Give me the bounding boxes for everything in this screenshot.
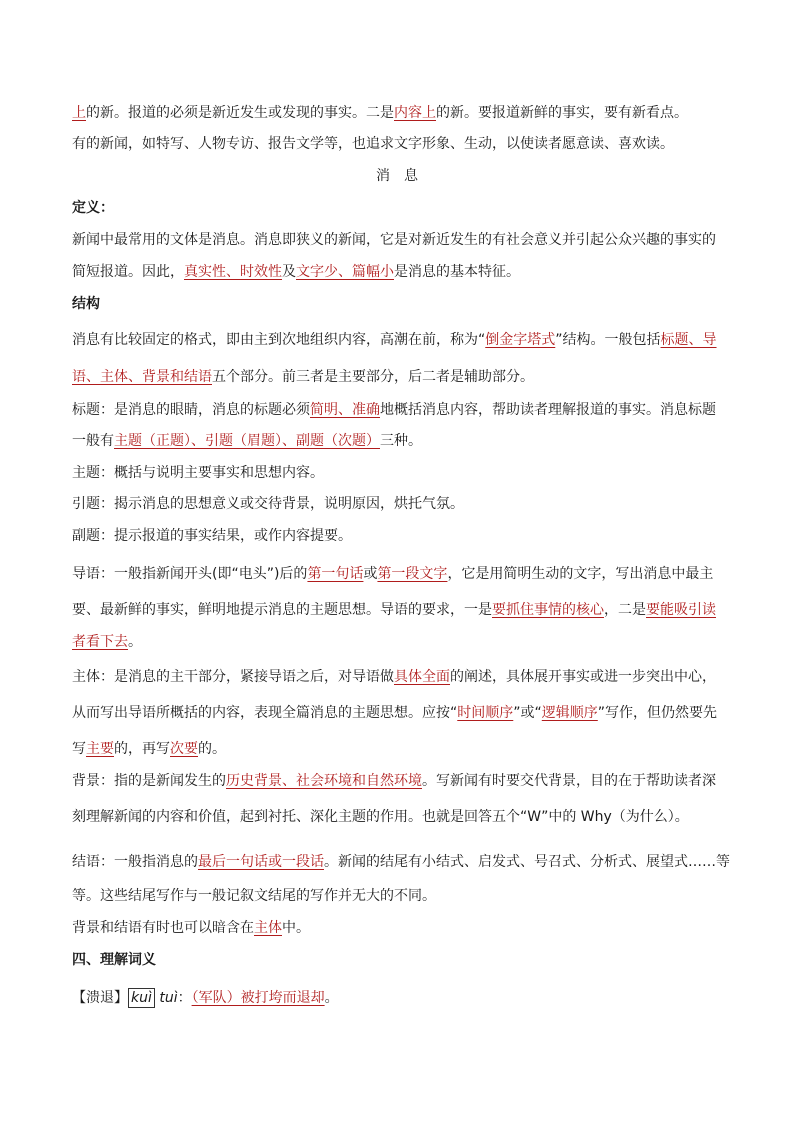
vocab-entry: 【溃退】 kuì tuì：（军队）被打垮而退却。 (72, 990, 339, 1006)
vocab-meaning: （军队）被打垮而退却 (191, 990, 325, 1006)
ending-line-1: 结语：一般指消息的最后一句话或一段话。新闻的结尾有小结式、启发式、号召式、分析式、展望式……等 (72, 854, 730, 870)
body-line-2: 从而写出导语所概括的内容，表现全篇消息的主题思想。应按“时间顺序”或“逻辑顺序”写作，但仍然要先 (72, 705, 718, 721)
background-line-2: 刻理解新闻的内容和价值，起到衬托、深化主题的作用。也就是回答五个“W”中的 Why（为什么）。 (72, 809, 689, 825)
title-line-2: 一般有主题（正题）、引题（眉题）、副题（次题）三种。 (72, 433, 422, 449)
futi-definition: 副题：提示报道的事实结果，或作内容提要。 (72, 528, 352, 544)
section-heading-xiaoxi: 消 息 (376, 168, 418, 184)
structure-line-1: 消息有比较固定的格式，即由主到次地组织内容，高潮在前，称为“倒金字塔式”结构。一般包括标题、导 (72, 332, 717, 348)
definition-label: 定义： (72, 200, 114, 216)
lead-line-1: 导语：一般指新闻开头(即“电头”)后的第一句话或第一段文字，它是用简明生动的文字，写出消息中最主 (72, 566, 714, 582)
section-4-title: 四、理解词义 (72, 952, 156, 968)
body-line-3: 写主要的，再写次要的。 (72, 741, 226, 757)
structure-label: 结构 (72, 296, 100, 312)
yinti-definition: 引题：揭示消息的思想意义或交待背景，说明原因，烘托气氛。 (72, 496, 464, 512)
lead-line-3: 者看下去。 (72, 634, 142, 650)
body-line-1: 主体：是消息的主干部分，紧接导语之后，对导语做具体全面的阐述，具体展开事实或进一步突出中心， (72, 669, 716, 685)
definition-line-1: 新闻中最常用的文体是消息。消息即狭义的新闻，它是对新近发生的有社会意义并引起公众兴趣的事实的 (72, 232, 716, 248)
pinyin-second: tuì (159, 990, 178, 1006)
vocab-word: 【溃退】 (72, 990, 128, 1006)
background-line-1: 背景：指的是新闻发生的历史背景、社会环境和自然环境。写新闻有时要交代背景，目的在于帮助读者深 (72, 773, 716, 789)
pinyin-box: kuì (128, 988, 155, 1008)
definition-line-2: 简短报道。因此，真实性、时效性及文字少、篇幅小是消息的基本特征。 (72, 264, 520, 280)
lead-line-2: 要、最新鲜的事实，鲜明地提示消息的主题思想。导语的要求，一是要抓住事情的核心，二是要能吸引读 (72, 602, 716, 618)
title-line-1: 标题：是消息的眼睛，消息的标题必须简明、准确地概括消息内容，帮助读者理解报道的事实。消息标题 (72, 402, 716, 418)
ending-line-2: 等。这些结尾写作与一般记叙文结尾的写作并无大的不同。 (72, 888, 436, 904)
ending-line-3: 背景和结语有时也可以暗含在主体中。 (72, 920, 310, 936)
structure-line-2: 语、主体、背景和结语五个部分。前三者是主要部分，后二者是辅助部分。 (72, 369, 534, 385)
intro-line-1: 上的新。报道的必须是新近发生或发现的事实。二是内容上的新。要报道新鲜的事实，要有新看点。 (72, 105, 688, 121)
intro-line-2: 有的新闻，如特写、人物专访、报告文学等，也追求文字形象、生动，以使读者愿意读、喜欢读。 (72, 136, 674, 152)
zhuti-definition: 主题：概括与说明主要事实和思想内容。 (72, 465, 324, 481)
